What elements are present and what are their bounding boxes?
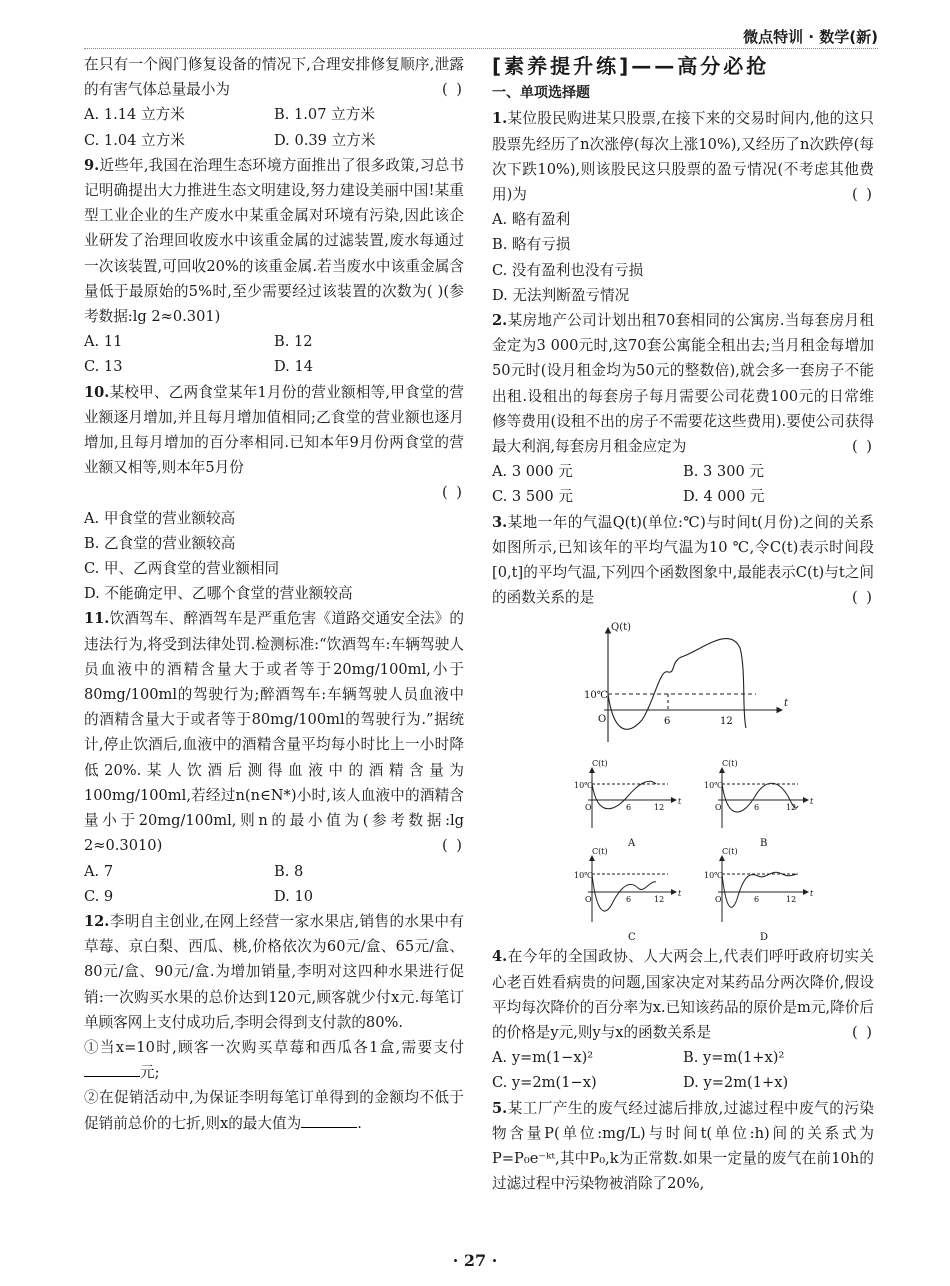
svg-text:12: 12	[654, 895, 665, 905]
svg-text:O: O	[715, 803, 722, 813]
left-column: 在只有一个阀门修复设备的情况下,合理安排修复顺序,泄露的有害气体总量最小为 ( ) A. 1.14 立方米 B. 1.07 立方米 C. 1.04 立方米 D. 0.39 立方米 9.近些年,我国在治理生态环境方面推出了很多政策,习总书记明确提出大力推进生态文明建设,努力建设美丽中国!某重型工业企业的生产废水中某重金属对环境有污染,因此该企业研发了治理回收废水中该重金属的过滤装置,废水每通过一次该装置,可回收20%的该重金属.若当废水中该重金属含量低于最原始的5%时,至少需要经过该装置的次数为( )(参考数据:lg 2≈0.301) A. 11 B. 12 C. 13 D. 14 10.某校甲、乙两食堂某年1月份的营业额相等,甲食堂的营业额逐月增加,并且每月增加值相同;乙食堂的营业额也逐月增加,且每月增加的百分率相同.已知本年9月份两食堂的营业额又相等,则本年5月份 ( ) A. 甲食堂的营业额较高 B. 乙食堂的营业额较高 C. 甲、乙两食堂的营业额相同 D. 不能确定甲、乙哪个食堂的营业额较高 11.饮酒驾车、醉酒驾车是严重危害《道路交通安全法》的违法行为,将受到法律处罚.检测标准:“饮酒驾车:车辆驾驶人员血液中的酒精含量大于或者等于20mg/100ml,小于80mg/100ml的驾驶行为;醉酒驾车:车辆驾驶人员血液中的酒精含量大于或者等于80mg/100ml的驾驶行为.”据统计,停止饮酒后,血液中的酒精含量平均每小时比上一小时降低20%.某人饮酒后测得血液中的酒精含量为100mg/100ml,若经过n(n∈N*)小时,该人血液中的酒精含量小于20mg/100ml,则n的最小值为(参考数据:lg 2≈0.3010) ( ) A. 7 B. 8 C. 9 D. 10 12.李明自主创业,在网上经营一家水果店,销售的水果中有草莓、京白梨、西瓜、桃,价格依次为60元/盒、65元/盒、80元/盒、90元/盒.为增加销量,李明对这四种水果进行促销:一次购买水果的总价达到120元,顾客就少付x元.每笔订单顾客网上支付成功后,李明会得到支付款的80%. ①当x=10时,顾客一次购买草莓和西瓜各1盒,需要支付元; ②在促销活动中,为保证李明每笔订单得到的金额均不低于促销前总价的七折,则x的最大值为 .	[84, 52, 464, 1136]
option-q10-a: A. 甲食堂的营业额较高	[84, 509, 236, 527]
svg-text:t: t	[810, 889, 814, 899]
answer-bracket: ( )	[441, 484, 464, 502]
options-q8: A. 1.14 立方米 B. 1.07 立方米	[84, 106, 375, 124]
section-title: [素养提升练]——高分必抢	[492, 54, 770, 78]
options-q9: A. 11 B. 12	[84, 333, 313, 351]
temperature-figure	[492, 610, 874, 944]
label-a: A	[628, 838, 636, 850]
option-graph-b	[704, 759, 814, 849]
question-3: 3.某地一年的气温Q(t)(单位:℃)与时间t(月份)之间的关系如图所示,已知该年的平均气温为10 ℃,令C(t)表示时间段[0,t]的平均气温,下列四个函数图象中,最能表示C(t)与t之间的函数关系的是 ( )	[492, 510, 874, 611]
svg-text:t: t	[810, 797, 814, 807]
svg-text:12: 12	[786, 895, 797, 905]
svg-text:6: 6	[626, 803, 632, 813]
q-axis-label: Q(t)	[611, 622, 632, 634]
question-12-part-1: ①当x=10时,顾客一次购买草莓和西瓜各1盒,需要支付元;	[84, 1038, 464, 1082]
svg-text:10℃: 10℃	[704, 871, 724, 881]
question-5: 5.某工厂产生的废气经过滤后排放,过滤过程中废气的污染物含量P(单位:mg/L)与时间t(单位:h)间的关系式为P=P₀e⁻ᵏᵗ,其中P₀,k为正常数.如果一定量的废气在前10h的过滤过程中污染物被消除了20%,	[492, 1099, 874, 1193]
option-q10-d: D. 不能确定甲、乙哪个食堂的营业额较高	[84, 585, 353, 603]
question-1: 1.某位股民购进某只股票,在接下来的交易时间内,他的这只股票先经历了n次涨停(每次上涨10%),又经历了n次跌停(每次下跌10%),则该股民这只股票的盈亏情况(不考虑其他费用)为 ( )	[492, 106, 874, 207]
option-q1-a: A. 略有盈利	[492, 211, 571, 229]
options-q4: A. y=m(1−x)² B. y=m(1+x)²	[492, 1049, 785, 1067]
question-12-part-2: ②在促销活动中,为保证李明每笔订单得到的金额均不低于促销前总价的七折,则x的最大值为 .	[84, 1089, 464, 1132]
svg-text:10℃: 10℃	[574, 781, 594, 791]
option-q10-b: B. 乙食堂的营业额较高	[84, 534, 236, 552]
answer-blank[interactable]	[84, 1063, 140, 1077]
y-tick-10: 10℃	[584, 690, 608, 702]
answer-bracket: ( )	[441, 81, 464, 99]
answer-blank[interactable]	[301, 1114, 357, 1128]
x-tick-12: 12	[720, 716, 733, 728]
option-graph-a	[574, 759, 682, 849]
answer-bracket: ( )	[851, 589, 874, 607]
question-8-continued: 在只有一个阀门修复设备的情况下,合理安排修复顺序,泄露的有害气体总量最小为 ( )	[84, 52, 464, 102]
svg-text:C(t): C(t)	[722, 847, 738, 857]
x-tick-6: 6	[664, 716, 671, 728]
question-10: 10.某校甲、乙两食堂某年1月份的营业额相等,甲食堂的营业额逐月增加,并且每月增加值相同;乙食堂的营业额也逐月增加,且每月增加的百分率相同.已知本年9月份两食堂的营业额又相等,则本年5月份	[84, 383, 464, 477]
page-number: · 27 ·	[452, 1251, 498, 1270]
question-9: 9.近些年,我国在治理生态环境方面推出了很多政策,习总书记明确提出大力推进生态文明建设,努力建设美丽中国!某重型工业企业的生产废水中某重金属对环境有污染,因此该企业研发了治理回收废水中该重金属的过滤装置,废水每通过一次该装置,可回收20%的该重金属.若当废水中该重金属含量低于最原始的5%时,至少需要经过该装置的次数为( )(参考数据:lg 2≈0.301)	[84, 156, 464, 326]
svg-text:O: O	[585, 895, 592, 905]
curve-c	[592, 874, 656, 911]
page-header: 微点特训 · 数学(新)	[743, 28, 878, 46]
svg-text:O: O	[585, 803, 592, 813]
question-4: 4.在今年的全国政协、人大两会上,代表们呼吁政府切实关心老百姓看病贵的问题,国家决定对某药品分两次降价,假设平均每次降价的百分率为x.已知该药品的原价是m元,降价后的价格是y元,则y与x的函数关系是 ( )	[492, 944, 874, 1045]
svg-text:t: t	[678, 797, 682, 807]
answer-bracket: ( )	[851, 186, 874, 204]
main-graph	[604, 628, 782, 742]
right-column: [素养提升练]——高分必抢 一、单项选择题 1.某位股民购进某只股票,在接下来的交易时间内,他的这只股票先经历了n次涨停(每次上涨10%),又经历了n次跌停(每次下跌10%),则该股民这只股票的盈亏情况(不考虑其他费用)为 ( ) A. 略有盈利 B. 略有亏损 C. 没有盈利也没有亏损 D. 无法判断盈亏情况 2.某房地产公司计划出租70套相同的公寓房.当每套房月租金定为3 000元时,这70套公寓能全租出去;当月租金每增加50元时(设月租金均为50元的整数倍),就会多一套房子不能出租.设租出的每套房子每月需要公司花费100元的日常维修等费用(设租不出的房子不需要花这些费用).要使公司获得最大利润,每套房月租金应定为 ( ) A. 3 000 元 B. 3 300 元 C. 3 500 元 D. 4 000 元 3.某地一年的气温Q(t)(单位:℃)与时间t(月份)之间的关系如图所示,已知该年的平均气温为10 ℃,令C(t)表示时间段[0,t]的平均气温,下列四个函数图象中,最能表示C(t)与t之间的函数关系的是 ( ) Q(t) t 10℃ O 6 12 C(t) 10℃ O 6 12 t A C(t) 10℃ O 6 12 t B C(t) 10℃ O 6 12 t C C(t) 10℃ O 6 12 t D 4.在今年的全国政协、人大两会上,代表们呼吁政府切实关心老百姓看病贵的问题,国家决定对某药品分两次降价,假设平均每次降价的百分率为x.已知该药品的原价是m元,降价后的价格是y元,则y与x的函数关系是 ( ) A. y=m(1−x)² B. y=m(1+x)² C. y=2m(1−x) D. y=2m(1+x) 5.某工厂产生的废气经过滤后排放,过滤过程中废气的污染物含量P(单位:mg/L)与时间t(单位:h)间的关系式为P=P₀e⁻ᵏᵗ,其中P₀,k为正常数.如果一定量的废气在前10h的过滤过程中污染物被消除了20%,	[492, 52, 874, 1197]
option-graph-d	[704, 847, 814, 943]
label-d: D	[760, 932, 769, 944]
options-q2: A. 3 000 元 B. 3 300 元	[492, 463, 765, 481]
t-axis-label: t	[784, 698, 789, 710]
option-q10-c: C. 甲、乙两食堂的营业额相同	[84, 560, 280, 578]
svg-text:10℃: 10℃	[574, 871, 594, 881]
label-c: C	[628, 932, 636, 944]
answer-bracket: ( )	[441, 837, 464, 855]
option-q1-d: D. 无法判断盈亏情况	[492, 286, 630, 304]
svg-text:C(t): C(t)	[722, 759, 738, 769]
subsection-title: 一、单项选择题	[492, 85, 590, 102]
main-graph-labels	[584, 622, 789, 727]
svg-text:t: t	[678, 889, 682, 899]
svg-text:10℃: 10℃	[704, 781, 724, 791]
origin-label: O	[598, 714, 607, 726]
option-q1-b: B. 略有亏损	[492, 236, 571, 254]
options-q11: A. 7 B. 8	[84, 862, 304, 880]
svg-text:C(t): C(t)	[592, 759, 608, 769]
svg-text:6: 6	[754, 803, 760, 813]
question-11: 11.饮酒驾车、醉酒驾车是严重危害《道路交通安全法》的违法行为,将受到法律处罚.检测标准:“饮酒驾车:车辆驾驶人员血液中的酒精含量大于或者等于20mg/100ml,小于80mg/100ml的驾驶行为;醉酒驾车:车辆驾驶人员血液中的酒精含量大于或者等于80mg/100ml的驾驶行为.”据统计,停止饮酒后,血液中的酒精含量平均每小时比上一小时降低20%.某人饮酒后测得血液中的酒精含量为100mg/100ml,若经过n(n∈N*)小时,该人血液中的酒精含量小于20mg/100ml,则n的最小值为(参考数据:lg 2≈0.3010) ( )	[84, 606, 464, 858]
question-12: 12.李明自主创业,在网上经营一家水果店,销售的水果中有草莓、京白梨、西瓜、桃,价格依次为60元/盒、65元/盒、80元/盒、90元/盒.为增加销量,李明对这四种水果进行促销:一次购买水果的总价达到120元,顾客就少付x元.每笔订单顾客网上支付成功后,李明会得到支付款的80%.	[84, 912, 464, 1031]
answer-bracket: ( )	[851, 438, 874, 456]
svg-text:6: 6	[626, 895, 632, 905]
question-2: 2.某房地产公司计划出租70套相同的公寓房.当每套房月租金定为3 000元时,这70套公寓能全租出去;当月租金每增加50元时(设月租金均为50元的整数倍),就会多一套房子不能出租.设租出的每套房子每月需要公司花费100元的日常维修等费用(设租不出的房子不需要花这些费用).要使公司获得最大利润,每套房月租金应定为 ( )	[492, 308, 874, 459]
svg-text:12: 12	[786, 803, 797, 813]
svg-text:C(t): C(t)	[592, 847, 608, 857]
label-b: B	[760, 838, 768, 850]
svg-text:6: 6	[754, 895, 760, 905]
header-divider	[84, 48, 878, 49]
curve-a	[592, 782, 656, 809]
option-graph-c	[574, 847, 682, 943]
option-q1-c: C. 没有盈利也没有亏损	[492, 261, 644, 279]
svg-text:O: O	[715, 895, 722, 905]
answer-bracket: ( )	[851, 1024, 874, 1042]
temperature-graphs	[492, 610, 874, 944]
svg-text:12: 12	[654, 803, 665, 813]
